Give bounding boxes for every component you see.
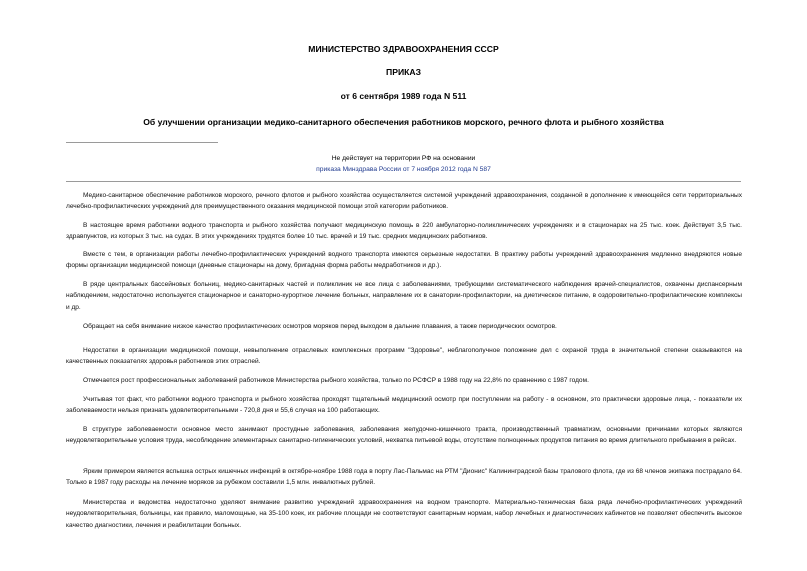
body-paragraph: Учитывая тот факт, что работники водного транспорта и рыбного хозяйства проходят тщательный медицинский осмотр при поступлении на работу - в основном, это практически здоровые лица, - показатели их заболеваемости нельзя признать удовлетворительными - 720,8 дня и 55,6 случая на 100 работающих.: [66, 396, 742, 415]
body-paragraph: Ярким примером является вспышка острых кишечных инфекций в октябре-ноябре 1988 года в порту Лас-Пальмас на РТМ "Дионис" Калининградской базы тралового флота, где из 68 членов экипажа пострадало 64. Только в 1987 году расходы на лечение моряков за рубежом составили 1,5 млн. инвалютных рублей.: [66, 468, 742, 487]
repeal-order-link[interactable]: приказа Минздрава России от 7 ноября 2012 года N 587: [316, 166, 491, 173]
body-paragraph: Обращает на себя внимание низкое качество профилактических осмотров моряков перед выходом в дальние плавания, а также периодических осмотров.: [83, 323, 557, 330]
body-paragraph: Недостатки в организации медицинской помощи, невыполнение отраслевых комплексных программ "Здоровье", неблагополучное положение дел с охраной труда в значительной степени сказываются на качественных показателях здоровья работников этих отраслей.: [66, 347, 742, 366]
document-type-heading: ПРИКАЗ: [386, 67, 421, 77]
body-paragraph: В структуре заболеваемости основное место занимают простудные заболевания, заболевания желудочно-кишечного тракта, производственный травматизм, основными причинами которых являются неудовлетворительные условия труда, несоблюдение элементарных санитарно-гигиенических условий, нехватка питьевой воды, отсутствие полноценных продуктов питания во время длительного пребывания в рейсах.: [66, 426, 742, 445]
validity-notice: Не действует на территории РФ на основании: [331, 155, 476, 162]
body-paragraph: В настоящее время работники водного транспорта и рыбного хозяйства получают медицинскую помощь в 220 амбулаторно-поликлинических учреждениях и в стационарах на 25 тыс. коек. Действует 3,5 тыс. здравпунктов, из которых 3 тыс. на судах. В этих учреждениях трудятся более 10 тыс. врачей и 19 тыс. средних медицинских работников.: [66, 222, 742, 241]
ministry-heading: МИНИСТЕРСТВО ЗДРАВООХРАНЕНИЯ СССР: [308, 44, 499, 54]
bottom-divider: [66, 181, 741, 182]
body-paragraph: Министерства и ведомства недостаточно уделяют внимание развитию учреждений здравоохранения на водном транспорте. Материально-техническая база ряда лечебно-профилактических учреждений неудовлетворительная, больницы, как правило, маломощные, на 35-100 коек, их рабочие площади не соответствуют санитарным нормам, набор лечебных и диагностических кабинетов не позволяет обеспечить высокое качество диагностики, лечения и реабилитации больных.: [66, 499, 742, 529]
body-paragraph: Медико-санитарное обеспечение работников морского, речного флотов и рыбного хозяйства осуществляется системой учреждений здравоохранения, созданной в дополнение к имеющейся сети территориальных лечебно-профилактических учреждений для преимущественного оказания медицинской помощи этой категории работников.: [66, 192, 742, 211]
body-paragraph: Вместе с тем, в организации работы лечебно-профилактических учреждений водного транспорта имеются серьезные недостатки. В практику работы учреждений здравоохранения медленно внедряются новые формы организации медицинской помощи (дневные стационары на дому, бригадная форма работы медработников и др.).: [66, 251, 742, 270]
body-paragraph: Отмечается рост профессиональных заболеваний работников Министерства рыбного хозяйства, только по РСФСР в 1988 году на 22,8% по сравнению с 1987 годом.: [83, 377, 589, 384]
body-paragraph: В ряде центральных бассейновых больниц, медико-санитарных частей и поликлиник не все лица с заболеваниями, требующими систематического наблюдения врачей-специалистов, охвачены диспансерным наблюдением, недостаточно используется стационарное и санаторно-курортное лечение больных, направление их в санатории-профилактории, на диетическое питание, в оздоровительно-профилактические комплексы и др.: [66, 281, 742, 311]
document-title: Об улучшении организации медико-санитарного обеспечения работников морского, речного флота и рыбного хозяйства: [143, 117, 664, 127]
top-divider: [66, 142, 218, 143]
date-number-heading: от 6 сентября 1989 года N 511: [340, 91, 467, 101]
